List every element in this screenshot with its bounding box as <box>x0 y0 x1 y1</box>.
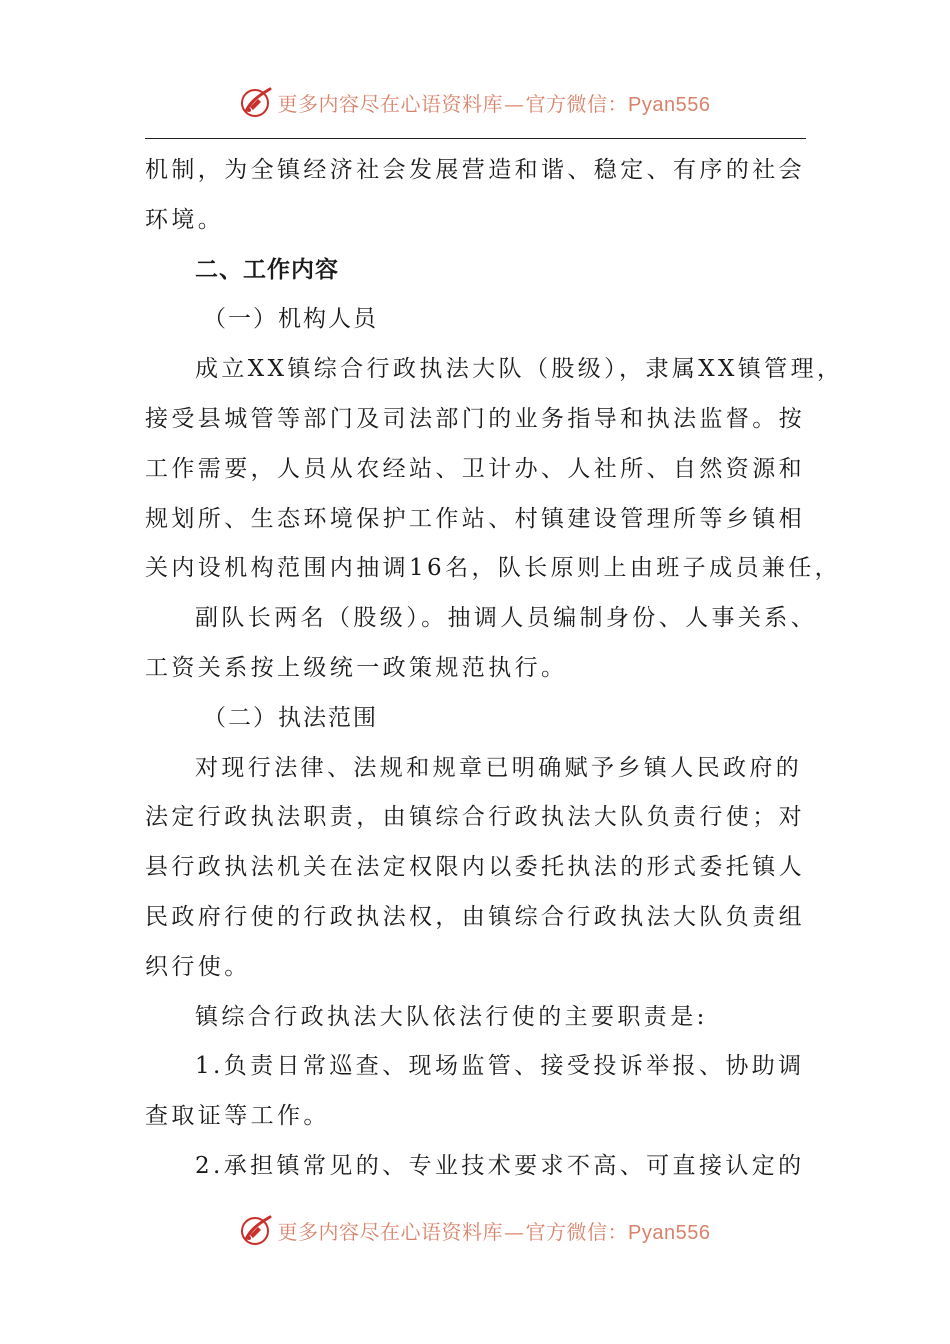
paragraph-line: 工作需要，人员从农经站、卫计办、人社所、自然资源和 <box>145 455 805 482</box>
document-body <box>145 146 844 1192</box>
paragraph-line: 镇综合行政执法大队依法行使的主要职责是: <box>195 1003 708 1030</box>
section-heading: 二、工作内容 <box>195 256 339 283</box>
watermark-label: 官方微信： <box>525 91 629 116</box>
list-item: 2.承担镇常见的、专业技术要求不高、可直接认定的 <box>195 1152 805 1179</box>
paragraph-line: 织行使。 <box>145 953 251 980</box>
footer-watermark <box>0 1210 950 1250</box>
paragraph-line: 规划所、生态环境保护工作站、村镇建设管理所等乡镇相 <box>145 505 805 532</box>
paragraph-line: 县行政执法机关在法定权限内以委托执法的形式委托镇人 <box>145 854 805 881</box>
paragraph-line: 环境。 <box>145 206 225 233</box>
watermark-account: Pyan556 <box>628 1221 711 1244</box>
header-divider <box>145 138 806 139</box>
watermark-text <box>278 1216 711 1245</box>
watermark-dash: — <box>504 1219 525 1244</box>
watermark-account: Pyan556 <box>628 93 711 116</box>
paragraph-line: 对现行法律、法规和规章已明确赋予乡镇人民政府的 <box>195 754 803 781</box>
paragraph-line: 法定行政执法职责，由镇综合行政执法大队负责行使；对 <box>145 804 805 831</box>
list-item: 1.负责日常巡查、现场监管、接受投诉举报、协助调 <box>195 1053 805 1080</box>
paragraph-line: 接受县城管等部门及司法部门的业务指导和执法监督。按 <box>145 405 805 432</box>
paragraph-line: 机制，为全镇经济社会发展营造和谐、稳定、有序的社会 <box>145 157 805 183</box>
header-watermark <box>0 82 950 122</box>
pen-logo-icon <box>240 85 274 119</box>
paragraph-line: 工资关系按上级统一政策规范执行。 <box>145 654 568 681</box>
paragraph-line: 成立XX镇综合行政执法大队（股级），隶属XX镇管理， <box>195 356 844 383</box>
paragraph-line: 民政府行使的行政执法权，由镇综合行政执法大队负责组 <box>145 903 805 930</box>
subsection-heading: （一）机构人员 <box>203 306 378 333</box>
paragraph-line: 关内设机构范围内抽调16名，队长原则上由班子成员兼任， <box>145 555 842 582</box>
watermark-text <box>278 88 711 117</box>
paragraph-line: 查取证等工作。 <box>145 1103 330 1130</box>
watermark-site: 更多内容尽在心语资料库 <box>277 1219 504 1244</box>
watermark-dash: — <box>504 91 525 116</box>
subsection-heading: （二）执法范围 <box>203 704 378 731</box>
watermark-site: 更多内容尽在心语资料库 <box>277 91 504 116</box>
watermark-label: 官方微信： <box>525 1219 629 1244</box>
paragraph-line: 副队长两名（股级）。抽调人员编制身份、人事关系、 <box>195 605 818 632</box>
pen-logo-icon <box>240 1213 274 1247</box>
